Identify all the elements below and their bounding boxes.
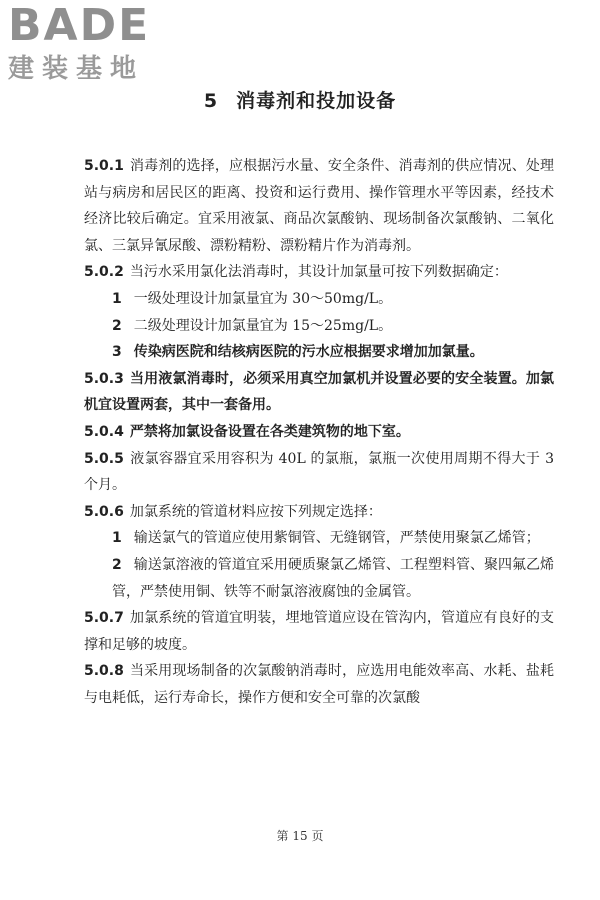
list-item xyxy=(84,525,554,552)
clause-number: 5.0.6 xyxy=(84,503,124,520)
clause-5-0-4 xyxy=(84,419,554,446)
clause-5-0-5 xyxy=(84,446,554,499)
chapter-title-text: 消毒剂和投加设备 xyxy=(236,90,397,112)
clause-number: 5.0.2 xyxy=(84,264,124,281)
clause-5-0-8 xyxy=(84,658,554,711)
clause-number: 5.0.3 xyxy=(84,370,124,387)
list-item xyxy=(84,552,554,605)
chapter-title xyxy=(0,86,600,113)
clause-number: 5.0.4 xyxy=(84,423,124,440)
item-text: 二级处理设计加氯量宜为 15～25mg/L。 xyxy=(133,317,393,334)
list-item xyxy=(84,286,554,313)
clause-text: 加氯系统的管道宜明装，埋地管道应设在管沟内，管道应有良好的支撑和足够的坡度。 xyxy=(84,610,554,653)
item-text: 输送氯气的管道应使用紫铜管、无缝钢管，严禁使用聚氯乙烯管； xyxy=(133,530,540,547)
clause-text: 当用液氯消毒时，必须采用真空加氯机并设置必要的安全装置。加氯机宜设置两套，其中一套备用。 xyxy=(84,370,554,414)
item-text: 输送氯溶液的管道宜采用硬质聚氯乙烯管、工程塑料管、聚四氟乙烯管，严禁使用铜、铁等不耐氯溶液腐蚀的金属管。 xyxy=(112,556,554,600)
item-text: 传染病医院和结核病医院的污水应根据要求增加加氯量。 xyxy=(133,344,484,361)
clause-5-0-6 xyxy=(84,499,554,526)
clause-5-0-3 xyxy=(84,366,554,419)
clause-number: 5.0.1 xyxy=(84,158,124,174)
clause-text: 液氯容器宜采用容积为 40L 的氯瓶，氯瓶一次使用周期不得大于 3 个月。 xyxy=(84,450,554,494)
item-number: 3 xyxy=(112,344,122,361)
document-body xyxy=(84,153,554,711)
clause-number: 5.0.5 xyxy=(84,450,124,467)
clause-text: 当污水采用氯化法消毒时，其设计加氯量可按下列数据确定： xyxy=(129,264,508,281)
clause-text: 消毒剂的选择，应根据污水量、安全条件、消毒剂的供应情况、处理站与病房和居民区的距离、投资和运行费用、操作管理水平等因素，经技术经济比较后确定。宜采用液氯、商品次氯酸钠、现场制备次氯酸钠、二氧化氯、三氯异氰尿酸、漂粉精粉、漂粉精片作为消毒剂。 xyxy=(84,158,554,254)
logo-subtitle: 建装基地 xyxy=(8,54,145,84)
clause-text: 严禁将加氯设备设置在各类建筑物的地下室。 xyxy=(129,423,410,440)
site-logo xyxy=(8,0,178,90)
item-number: 1 xyxy=(112,290,122,307)
item-number: 1 xyxy=(112,530,122,547)
item-number: 2 xyxy=(112,556,122,573)
page-number: 第 15 页 xyxy=(276,829,324,843)
clause-5-0-7 xyxy=(84,605,554,658)
item-number: 2 xyxy=(112,317,122,334)
logo-wordmark: BADE xyxy=(8,0,151,51)
list-item xyxy=(84,339,554,366)
list-item xyxy=(84,313,554,340)
clause-number: 5.0.8 xyxy=(84,663,124,680)
item-text: 一级处理设计加氯量宜为 30～50mg/L。 xyxy=(133,290,393,307)
clause-5-0-2 xyxy=(84,259,554,286)
clause-number: 5.0.7 xyxy=(84,610,124,627)
clause-5-0-1 xyxy=(84,153,554,259)
chapter-number: 5 xyxy=(203,90,219,112)
clause-text: 当采用现场制备的次氯酸钠消毒时，应选用电能效率高、水耗、盐耗与电耗低，运行寿命长，操作方便和安全可靠的次氯酸 xyxy=(84,663,554,706)
clause-text: 加氯系统的管道材料应按下列规定选择： xyxy=(129,503,382,520)
